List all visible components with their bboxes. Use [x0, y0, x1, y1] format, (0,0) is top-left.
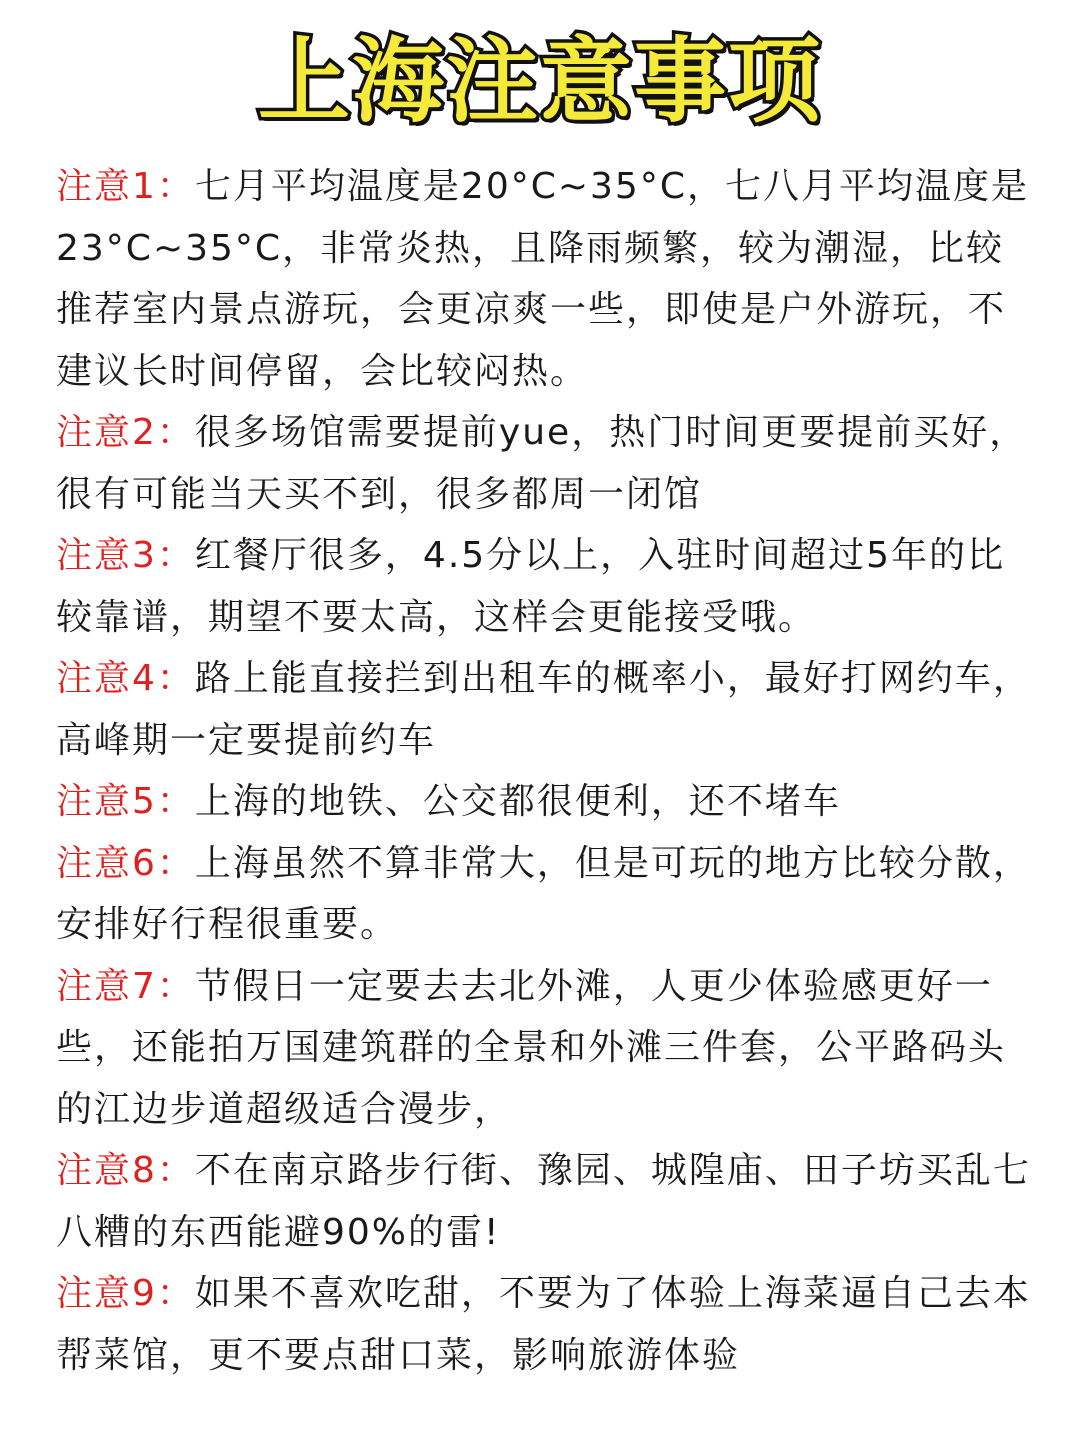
note-item-8 — [56, 1140, 1040, 1263]
page-title: 上海注意事项 — [257, 28, 822, 135]
note-text-7: 节假日一定要去去北外滩，人更少体验感更好一些，还能拍万国建筑群的全景和外滩三件套，公平路码头的江边步道超级适合漫步， — [56, 965, 1007, 1130]
note-text-3: 红餐厅很多，4.5分以上，入驻时间超过5年的比较靠谱，期望不要太高，这样会更能接受哦。 — [56, 535, 1006, 638]
note-label-8: 注意8 — [56, 1150, 157, 1191]
note-item-6 — [56, 833, 1040, 956]
note-item-1 — [56, 156, 1040, 402]
note-label-3: 注意3 — [56, 535, 157, 576]
note-item-7 — [56, 956, 1040, 1141]
note-text-9: 如果不喜欢吃甜，不要为了体验上海菜逼自己去本帮菜馆，更不要点甜口菜，影响旅游体验 — [56, 1273, 1031, 1376]
note-colon-2: ： — [156, 412, 195, 453]
note-text-8: 不在南京路步行街、豫园、城隍庙、田子坊买乱七八糟的东西能避90%的雷! — [56, 1150, 1031, 1253]
note-item-9 — [56, 1263, 1040, 1386]
note-colon-5: ： — [156, 781, 195, 822]
note-text-2: 很多场馆需要提前yue，热门时间更要提前买好，很有可能当天买不到，很多都周一闭馆 — [56, 412, 1028, 515]
note-colon-7: ： — [156, 965, 195, 1007]
note-text-5: 上海的地铁、公交都很便利，还不堵车 — [194, 781, 841, 822]
note-colon-1: ： — [156, 166, 195, 207]
note-item-4 — [56, 648, 1040, 771]
note-text-4: 路上能直接拦到出租车的概率小，最好打网约车，高峰期一定要提前约车 — [56, 658, 1031, 761]
note-label-1: 注意1 — [56, 166, 157, 207]
note-item-2 — [56, 402, 1040, 525]
note-item-5 — [56, 771, 1040, 833]
note-label-5: 注意5 — [56, 781, 157, 822]
note-text-6: 上海虽然不算非常大，但是可玩的地方比较分散，安排好行程很重要。 — [56, 842, 1031, 945]
note-colon-8: ： — [156, 1150, 195, 1191]
note-colon-9: ： — [156, 1273, 195, 1314]
note-label-6: 注意6 — [56, 842, 157, 884]
note-colon-3: ： — [156, 535, 195, 576]
note-label-7: 注意7 — [56, 965, 157, 1007]
note-label-9: 注意9 — [56, 1273, 157, 1314]
note-item-3 — [56, 525, 1040, 648]
note-colon-4: ： — [156, 658, 195, 699]
note-colon-6: ： — [156, 842, 195, 884]
notes-list — [56, 156, 1040, 1386]
note-label-2: 注意2 — [56, 412, 157, 453]
note-label-4: 注意4 — [56, 658, 157, 699]
note-text-1: 七月平均温度是20°C~35°C，七八月平均温度是23°C~35°C，非常炎热，且降雨频繁，较为潮湿，比较推荐室内景点游玩，会更凉爽一些，即使是户外游玩，不建议长时间停留，会比较闷热。 — [56, 166, 1029, 392]
